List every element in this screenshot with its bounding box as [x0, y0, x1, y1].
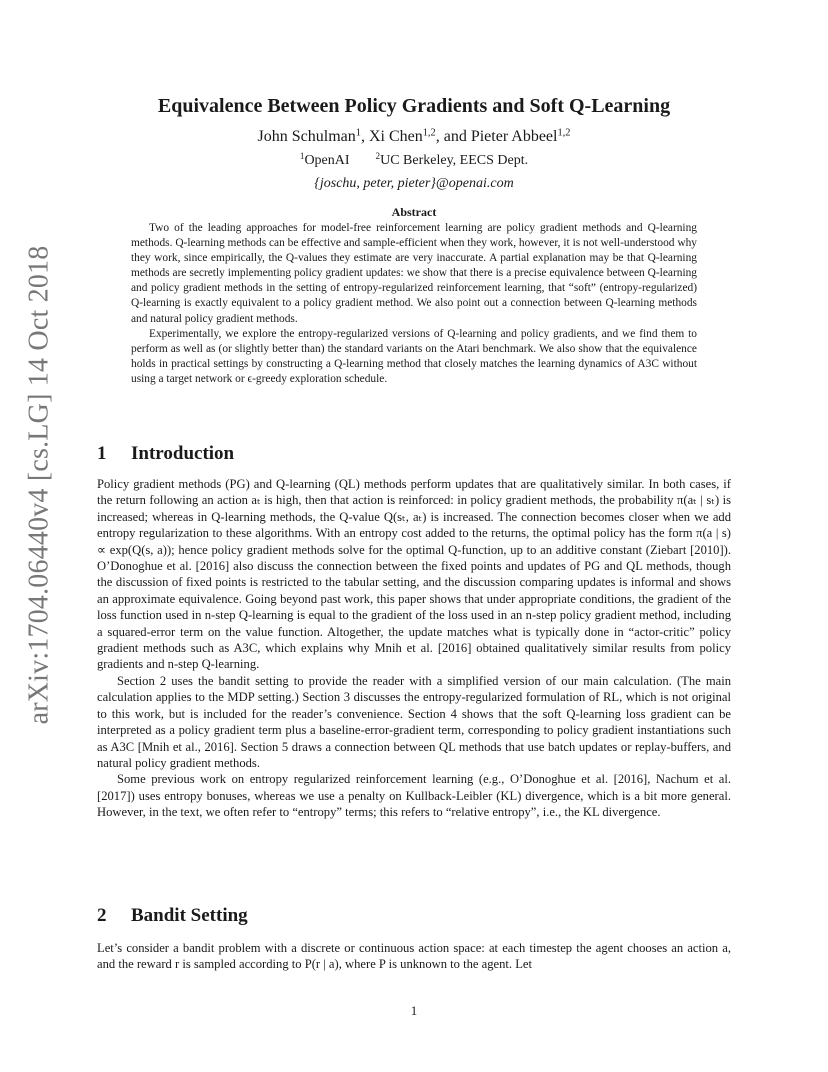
bandit-setting-body — [97, 940, 731, 973]
arxiv-identifier — [18, 245, 60, 725]
affiliations — [0, 153, 828, 169]
body-paragraph: Let’s consider a bandit problem with a discrete or continuous action space: at each timestep the agent chooses an action a, and the reward r is sampled according to P(r | a), where P is unknown to the agent. Let — [97, 941, 731, 972]
affiliation-name: OpenAI — [304, 153, 350, 168]
introduction-body — [97, 476, 731, 821]
author-affiliation-mark: 1,2 — [557, 127, 571, 139]
section-number: 2 — [97, 905, 107, 926]
affiliation-mark: 1 — [299, 151, 305, 161]
author-emails: {joschu, peter, pieter}@openai.com — [314, 176, 514, 191]
author-name: Xi Chen — [368, 128, 423, 145]
abstract-paragraph: Two of the leading approaches for model-free reinforcement learning are policy gradient methods and Q-learning methods. Q-learning methods can be effective and sample-efficient when they work, however, it is not well-understood why they work, since empirically, the Q-values they estimate are very inaccurate. A partial explanation may be that Q-learning methods are secretly implementing policy gradient updates: we show that there is a precise equivalence between Q-learning and policy gradient methods in the setting of entropy-regularized reinforcement learning, that “soft” (entropy-regularized) Q-learning is exactly equivalent to a policy gradient method. We also point out a connection between Q-learning methods and natural policy gradient methods. — [131, 222, 697, 325]
affiliation-name: UC Berkeley, EECS Dept. — [380, 153, 529, 168]
abstract-body — [131, 221, 697, 387]
arxiv-identifier-text: arXiv:1704.06440v4 [cs.LG] 14 Oct 2018 — [23, 245, 55, 725]
page-number: 1 — [410, 1003, 418, 1018]
body-paragraph: Section 2 uses the bandit setting to provide the reader with a simplified version of our main calculation. (The main calculation applies to the MDP setting.) Section 3 discusses the entropy-regularized formulation of RL, which is not original to this work, but is included for the reader’s convenience. Section 4 shows that the soft Q-learning loss gradient can be interpreted as a policy gradient term plus a baseline-error-gradient term, corresponding to policy gradient instantiations such as A3C [Mnih et al., 2016]. Section 5 draws a connection between QL methods that use batch updates or replay-buffers, and natural policy gradient methods. — [97, 673, 731, 770]
author-list: John Schulman$^1$, Xi Chen$^{1,2}$, and Pieter Abbeel$^{1,2}$ — [257, 127, 571, 145]
body-paragraph: Policy gradient methods (PG) and Q-learning (QL) methods perform updates that are qualitatively similar. In both cases, if the return following an action aₜ is high, then that action is reinforced: in policy gradient methods, the probability π(aₜ | sₜ) is increased; whereas in Q-learning methods, the Q-value Q(sₜ, aₜ) is increased. The connection becomes closer when we add entropy regularization to these algorithms. With an entropy cost added to the returns, the optimal policy has the form π(a | s) ∝ exp(Q(s, a)); hence policy gradient methods solve for the optimal Q-function, up to an additive constant (Ziebart [2010]). O’Donoghue et al. [2016] also discuss the connection between the fixed points and updates of PG and QL methods, though the discussion of fixed points is restricted to the tabular setting, and the discussion comparing updates is informal and shows an approximate equivalence. Going beyond past work, this paper shows that under appropriate conditions, the gradient of the loss function used in n-step Q-learning is equal to the gradient of the loss used in an n-step policy gradient method, including a squared-error term on the value function. Altogether, the update matches what is typically done in “actor-critic” policy gradient methods such as A3C, which explains why Mnih et al. [2016] obtained qualitatively similar results from policy gradients and n-step Q-learning. — [97, 477, 731, 672]
abstract-heading: Abstract — [391, 205, 437, 219]
affiliation-mark: 2 — [375, 151, 381, 161]
section-heading-introduction — [97, 443, 737, 465]
section-number: 1 — [97, 443, 107, 464]
author-affiliation-mark: 1,2 — [422, 127, 436, 139]
section-heading-bandit-setting — [97, 905, 737, 927]
section-title: Bandit Setting — [131, 905, 248, 926]
author-affiliation-mark: 1 — [355, 127, 361, 139]
author-name: and Pieter Abbeel — [443, 128, 558, 145]
abstract-paragraph: Experimentally, we explore the entropy-regularized versions of Q-learning and policy gradients, and we find them to perform as well as (or slightly better than) the standard variants on the Atari benchmark. We also show that the equivalence holds in practical settings by constructing a Q-learning method that closely matches the learning dynamics of A3C without using a target network or ϵ-greedy exploration schedule. — [131, 327, 697, 385]
paper-title: Equivalence Between Policy Gradients and Soft Q-Learning — [157, 95, 671, 117]
author-name: John Schulman — [257, 128, 356, 145]
body-paragraph: Some previous work on entropy regularized reinforcement learning (e.g., O’Donoghue et al. [2016], Nachum et al. [2017]) uses entropy bonuses, whereas we use a penalty on Kullback-Leibler (KL) divergence, which is a bit more general. However, in the text, we often refer to “entropy” terms; this refers to “relative entropy”, i.e., the KL divergence. — [97, 772, 731, 820]
section-title: Introduction — [131, 443, 235, 464]
